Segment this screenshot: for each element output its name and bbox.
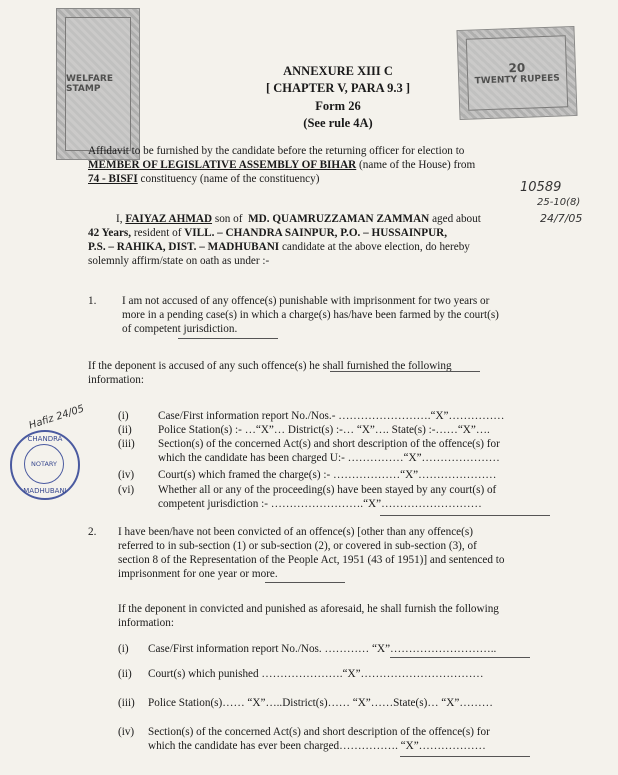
list2-item: Section(s) of the concerned Act(s) and short description of the offence(s) for <box>148 726 490 738</box>
para-2-line-1: I have been/have not been convicted of an offence(s) [other than any offence(s) <box>118 526 473 538</box>
rule-ref: (See rule 4A) <box>303 116 373 130</box>
address-line-2: P.S. – RAHIKA, DIST. – MADHUBANI <box>88 241 280 253</box>
seal-top-text: CHANDRA <box>27 435 63 443</box>
handwritten-ref: 25-10(8) <box>537 197 581 208</box>
underline-stroke <box>380 515 550 516</box>
convicted-intro-line-1: If the deponent in convicted and punished as aforesaid, he shall furnish the following <box>118 603 499 615</box>
list1-item: Court(s) which framed the charge(s) :- ………………“X”………………… <box>158 469 497 481</box>
intro-line-2-post: (name of the House) from <box>359 159 476 171</box>
annexure-title: ANNEXURE XIII C <box>283 64 393 78</box>
list2-num: (i) <box>118 643 129 655</box>
deponent-candidate: candidate at the above election, do hereby <box>281 241 470 253</box>
welfare-stamp-left <box>56 8 140 160</box>
list1-item: Section(s) of the concerned Act(s) and short description of the offence(s) for <box>158 438 500 450</box>
list1-item: competent jurisdiction :- …………………….“X”……………………… <box>158 498 482 510</box>
list1-num: (iv) <box>118 469 135 481</box>
list1-num: (i) <box>118 410 129 422</box>
notary-seal <box>10 430 80 500</box>
intro-line-1: Affidavit to be furnished by the candidate before the returning officer for election to <box>88 145 465 157</box>
para-2-line-2: referred to in sub-section (1) or sub-section (2), or covered in sub-section (3), of <box>118 540 477 552</box>
deponent-aged: aged about <box>432 213 481 225</box>
deponent-resident: resident of <box>133 227 182 239</box>
list1-num: (vi) <box>118 484 135 496</box>
list2-num: (iii) <box>118 697 135 709</box>
notary-signature: Hafiz 24/05 <box>27 403 86 432</box>
para-2-number: 2. <box>88 526 97 538</box>
para-1-number: 1. <box>88 295 97 307</box>
underline-stroke <box>330 371 480 372</box>
list1-item: Whether all or any of the proceeding(s) have been stayed by any court(s) of <box>158 484 497 496</box>
constituency-name: 74 - BISFI <box>88 173 138 185</box>
list1-item: Police Station(s) :- …“X”… District(s) :-… “X”…. State(s) :-……“X”…. <box>158 424 490 436</box>
deponent-age: 42 Years, <box>88 227 132 239</box>
court-fee-stamp-right <box>456 26 577 120</box>
seal-inner-text: NOTARY <box>31 460 57 468</box>
deponent-son-of: son of <box>214 213 243 225</box>
underline-stroke <box>178 338 278 339</box>
accused-intro-line-2: information: <box>88 374 144 386</box>
para-2-line-3: section 8 of the Representation of the People Act, 1951 (43 of 1951)] and sentenced to <box>118 554 505 566</box>
form-number: Form 26 <box>315 99 361 113</box>
underline-stroke <box>265 582 345 583</box>
chapter-ref: [ CHAPTER V, PARA 9.3 ] <box>265 81 411 95</box>
underline-stroke <box>400 756 530 757</box>
father-name: MD. QUAMRUZZAMAN ZAMMAN <box>248 213 430 225</box>
stamp-left-label: WELFARE STAMP <box>66 74 113 94</box>
para-1-line-1: I am not accused of any offence(s) punishable with imprisonment for two years or <box>122 295 490 307</box>
house-name: MEMBER OF LEGISLATIVE ASSEMBLY OF BIHAR <box>88 159 357 171</box>
list2-item: Court(s) which punished ………………….“X”…………………………… <box>148 668 484 680</box>
list1-num: (iii) <box>118 438 135 450</box>
list2-num: (iv) <box>118 726 135 738</box>
handwritten-date: 24/7/05 <box>540 212 583 225</box>
list2-item: which the candidate has ever been charged……………. “X”……………… <box>148 740 486 752</box>
deponent-pre: I, <box>116 213 123 225</box>
oath-line: solemnly affirm/state on oath as under :- <box>88 255 270 267</box>
seal-bottom-text: MADHUBANI <box>23 487 67 495</box>
deponent-name: FAIYAZ AHMAD <box>125 213 213 225</box>
stamp-right-value: TWENTY RUPEES <box>474 73 560 87</box>
para-2-line-4: imprisonment for one year or more. <box>118 568 278 580</box>
list2-num: (ii) <box>118 668 132 680</box>
intro-line-3-post: constituency (name of the constituency) <box>140 173 320 185</box>
convicted-intro-line-2: information: <box>118 617 174 629</box>
accused-intro-line-1: If the deponent is accused of any such offence(s) he shall furnished the following <box>88 360 452 372</box>
list2-item: Case/First information report No./Nos. ………… “X”……………………….. <box>148 643 497 655</box>
para-1-line-2: more in a pending case(s) in which a charge(s) has/have been farmed by the court(s) <box>122 309 499 321</box>
list1-item: Case/First information report No./Nos.- …………………….“X”…………… <box>158 410 505 422</box>
list1-item: which the candidate has been charged U:- ……………“X”………………… <box>158 452 500 464</box>
stamp-right-number: 20 <box>508 60 526 76</box>
para-1-line-3: of competent jurisdiction. <box>122 323 238 335</box>
handwritten-number: 10589 <box>520 180 562 195</box>
address-line-1: VILL. – CHANDRA SAINPUR, P.O. – HUSSAINPUR, <box>184 227 448 239</box>
list1-num: (ii) <box>118 424 132 436</box>
list2-item: Police Station(s)…… “X”…..District(s)…… “X”……State(s)… “X”……… <box>148 697 493 709</box>
underline-stroke <box>390 657 530 658</box>
